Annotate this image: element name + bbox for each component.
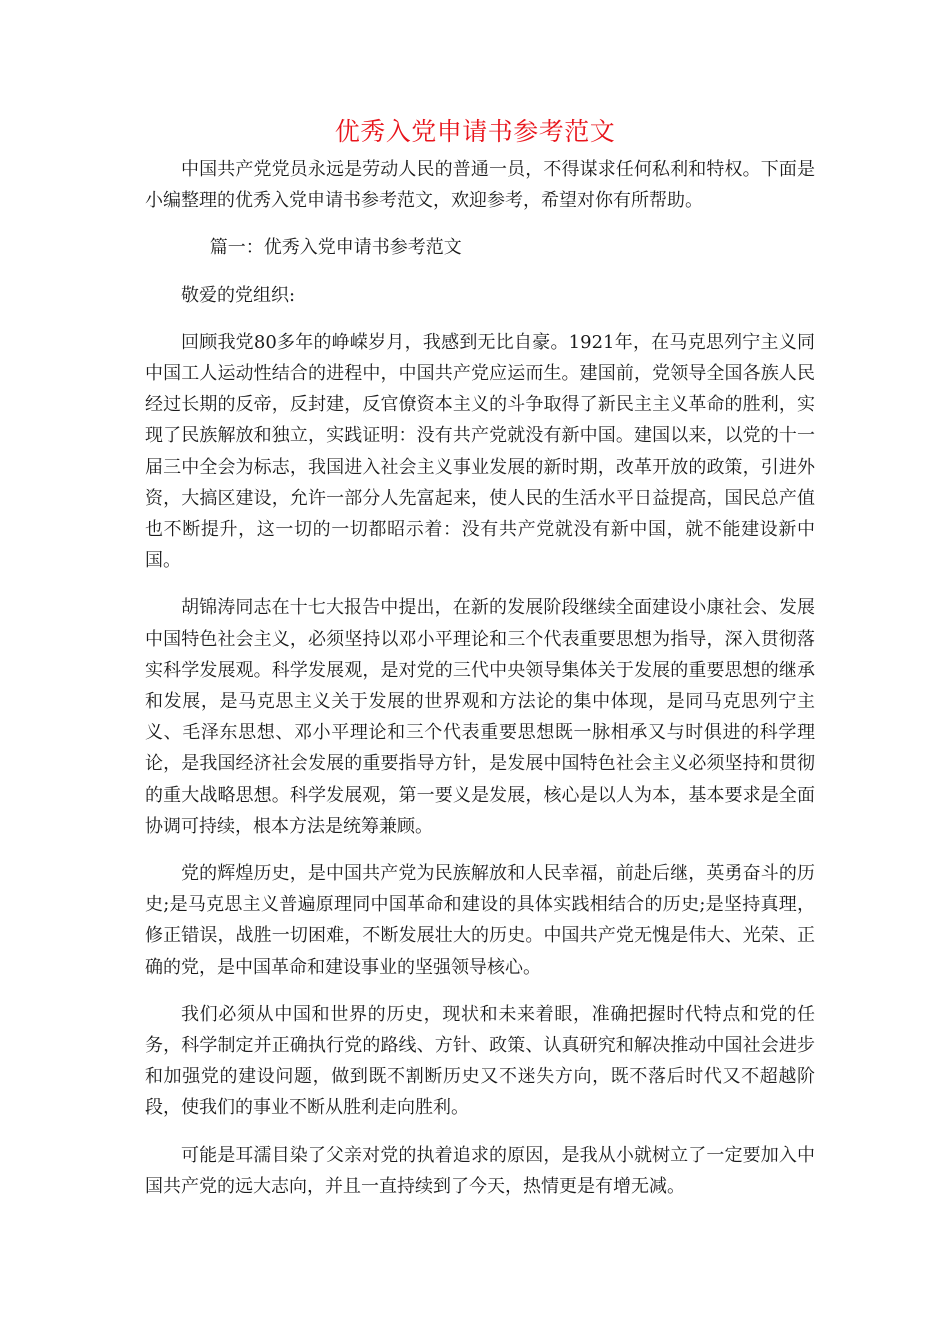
document-title: 优秀入党申请书参考范文 bbox=[334, 117, 616, 146]
intro-paragraph: 中国共产党党员永远是劳动人民的普通一员，不得谋求任何私利和特权。下面是小编整理的优秀入党申请书参考范文，欢迎参考，希望对你有所帮助。 bbox=[145, 159, 815, 212]
body-paragraph: 我们必须从中国和世界的历史，现状和未来着眼，准确把握时代特点和党的任务，科学制定并正确执行党的路线、方针、政策、认真研究和解决推动中国社会进步和加强党的建设问题，做到既不割断历史又不迷失方向，既不落后时代又不超越阶段，使我们的事业不断从胜利走向胜利。 bbox=[145, 1003, 815, 1119]
body-paragraph: 胡锦涛同志在十七大报告中提出，在新的发展阶段继续全面建设小康社会、发展中国特色社会主义，必须坚持以邓小平理论和三个代表重要思想为指导，深入贯彻落实科学发展观。科学发展观，是对党的三代中央领导集体关于发展的重要思想的继承和发展，是马克思主义关于发展的世界观和方法论的集中体现，是同马克思列宁主义、毛泽东思想、邓小平理论和三个代表重要思想既一脉相承又与时俱进的科学理论，是我国经济社会发展的重要指导方针，是发展中国特色社会主义必须坚持和贯彻的重大战略思想。科学发展观，第一要义是发展，核心是以人为本，基本要求是全面协调可持续，根本方法是统筹兼顾。 bbox=[145, 597, 815, 837]
salutation: 敬爱的党组织: bbox=[181, 284, 296, 306]
body-paragraph: 可能是耳濡目染了父亲对党的执着追求的原因，是我从小就树立了一定要加入中国共产党的远大志向，并且一直持续到了今天，热情更是有增无减。 bbox=[145, 1144, 815, 1197]
body-paragraph: 党的辉煌历史，是中国共产党为民族解放和人民幸福，前赴后继，英勇奋斗的历史;是马克思主义普遍原理同中国革命和建设的具体实践相结合的历史;是坚持真理，修正错误，战胜一切困难，不断发展壮大的历史。中国共产党无愧是伟大、光荣、正确的党，是中国革命和建设事业的坚强领导核心。 bbox=[145, 863, 816, 978]
body-paragraph: 回顾我党80多年的峥嵘岁月，我感到无比自豪。1921年，在马克思列宁主义同中国工人运动性结合的进程中，中国共产党应运而生。建国前，党领导全国各族人民经过长期的反帝，反封建，反官僚资本主义的斗争取得了新民主主义革命的胜利，实现了民族解放和独立，实践证明：没有共产党就没有新中国。建国以来，以党的十一届三中全会为标志，我国进入社会主义事业发展的新时期，改革开放的政策，引进外资，大搞区建设，允许一部分人先富起来，使人民的生活水平日益提高，国民总产值也不断提升，这一切的一切都昭示着：没有共产党就没有新中国，就不能建设新中国。 bbox=[145, 331, 815, 572]
section-heading: 篇一：优秀入党申请书参考范文 bbox=[209, 237, 462, 259]
document-body bbox=[145, 154, 815, 1218]
